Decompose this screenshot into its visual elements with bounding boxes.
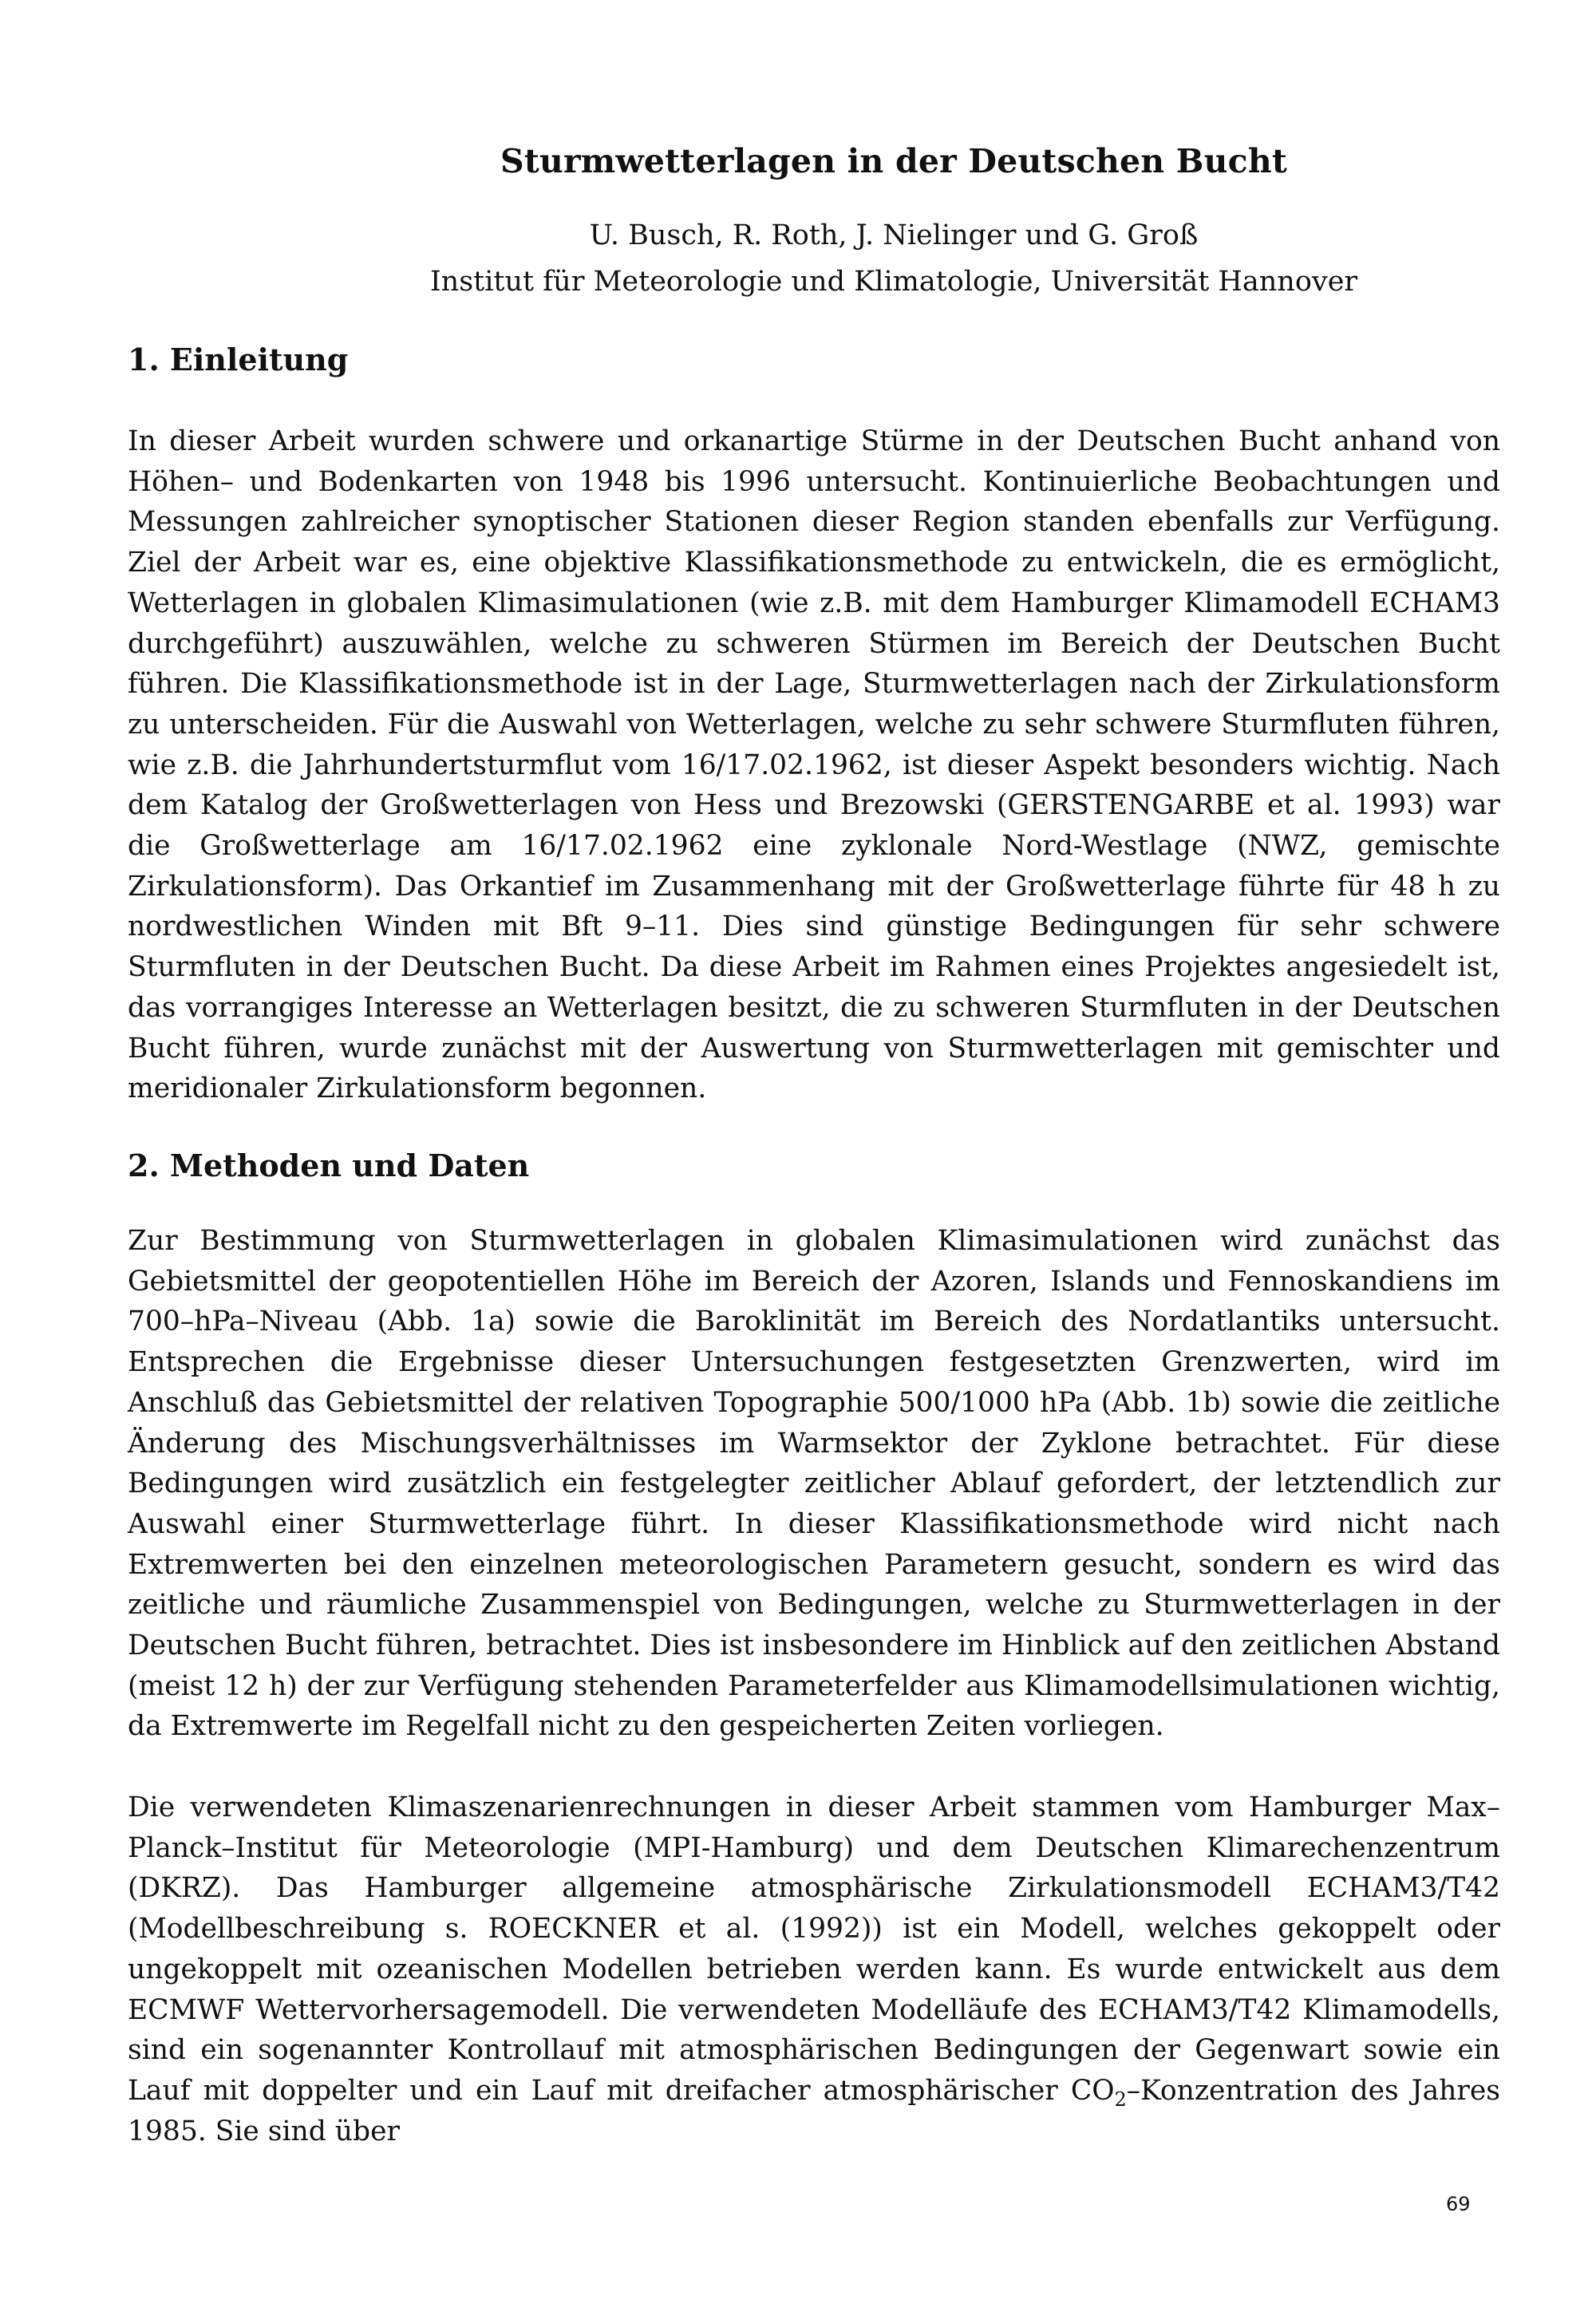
paragraph-methoden-2-text: Die verwendeten Klimaszenarienrechnungen in dieser Arbeit stammen vom Hamburger Max–Planck–Institut für Meteorologie (MPI-Hamburg) und dem Deutschen Klimarechenzentrum (DKRZ). Das Hamburger allgemeine atmosphärische Zirkulationsmodell ECHAM3/T42 (Modellbeschreibung s. ROECKNER et al. (1992)) ist ein Modell, welches gekoppelt oder ungekoppelt mit ozeanischen Modellen betrieben werden kann. Es wurde entwickelt aus dem ECMWF Wettervorhersagemodell. Die verwendeten Modelläufe des ECHAM3/T42 Klimamodells, sind ein sogenannter Kontrollauf mit atmosphärischen Bedingungen der Gegenwart sowie ein Lauf mit doppelter und ein Lauf mit dreifacher atmosphärischer CO <box>128 1792 1500 2107</box>
paragraph-einleitung: In dieser Arbeit wurden schwere und orkanartige Stürme in der Deutschen Bucht anhand von Höhen– und Bodenkarten von 1948 bis 1996 untersucht. Kontinuierliche Beobachtungen und Messungen zahlreicher synoptischer Stationen dieser Region standen ebenfalls zur Verfügung. Ziel der Arbeit war es, eine objektive Klassifikationsmethode zu entwickeln, die es ermöglicht, Wetterlagen in globalen Klimasimulationen (wie z.B. mit dem Hamburger Klimamodell ECHAM3 durchgeführt) auszuwählen, welche zu schweren Stürmen im Bereich der Deutschen Bucht führen. Die Klassifikationsmethode ist in der Lage, Sturmwetterlagen nach der Zirkulationsform zu unterscheiden. Für die Auswahl von Wetterlagen, welche zu sehr schwere Sturmfluten führen, wie z.B. die Jahrhundertsturmflut vom 16/17.02.1962, ist dieser Aspekt besonders wichtig. Nach dem Katalog der Großwetterlagen von Hess und Brezowski (GERSTENGARBE et al. 1993) war die Großwetterlage am 16/17.02.1962 eine zyklonale Nord-Westlage (NWZ, gemischte Zirkulationsform). Das Orkantief im Zusammenhang mit der Großwetterlage führte für 48 h zu nordwestlichen Winden mit Bft 9–11. Dies sind günstige Bedingungen für sehr schwere Sturmfluten in der Deutschen Bucht. Da diese Arbeit im Rahmen eines Projektes angesiedelt ist, das vorrangiges Interesse an Wetterlagen besitzt, die zu schweren Sturmfluten in der Deutschen Bucht führen, wurde zunächst mit der Auswertung von Sturmwetterlagen mit gemischter und meridionaler Zirkulationsform begonnen. <box>128 425 1500 1105</box>
paper-title: Sturmwetterlagen in der Deutschen Bucht <box>500 142 1287 180</box>
paragraph-methoden-2-tail: –Konzentration des Jahres 1985. Sie sind über <box>128 2074 1500 2147</box>
co2-subscript: 2 <box>1114 2088 1127 2111</box>
author-names: U. Busch, R. Roth, J. Nielinger und G. Groß <box>589 219 1199 251</box>
section-heading-methoden: 2. Methoden und Daten <box>128 1148 530 1183</box>
page-number: 69 <box>1446 2193 1471 2215</box>
paragraph-methoden-1: Zur Bestimmung von Sturmwetterlagen in globalen Klimasimulationen wird zunächst das Gebietsmittel der geopotentiellen Höhe im Bereich der Azoren, Islands und Fennoskandiens im 700–hPa–Niveau (Abb. 1a) sowie die Baroklinität im Bereich des Nordatlantiks untersucht. Entsprechen die Ergebnisse dieser Untersuchungen festgesetzten Grenzwerten, wird im Anschluß das Gebietsmittel der relativen Topographie 500/1000 hPa (Abb. 1b) sowie die zeitliche Änderung des Mischungsverhältnisses im Warmsektor der Zyklone betrachtet. Für diese Bedingungen wird zusätzlich ein festgelegter zeitlicher Ablauf gefordert, der letztendlich zur Auswahl einer Sturmwetterlage führt. In dieser Klassifikationsmethode wird nicht nach Extremwerten bei den einzelnen meteorologischen Parametern gesucht, sondern es wird das zeitliche und räumliche Zusammenspiel von Bedingungen, welche zu Sturmwetterlagen in der Deutschen Bucht führen, betrachtet. Dies ist insbesondere im Hinblick auf den zeitlichen Abstand (meist 12 h) der zur Verfügung stehenden Parameterfelder aus Klimamodellsimulationen wichtig, da Extremwerte im Regelfall nicht zu den gespeicherten Zeiten vorliegen. <box>128 1225 1500 1743</box>
author-block <box>0 212 1596 305</box>
author-affiliation: Institut für Meteorologie und Klimatologie, Universität Hannover <box>429 266 1358 298</box>
section-heading-einleitung: 1. Einleitung <box>128 342 349 377</box>
paragraph-methoden-2 <box>128 1788 1500 2151</box>
